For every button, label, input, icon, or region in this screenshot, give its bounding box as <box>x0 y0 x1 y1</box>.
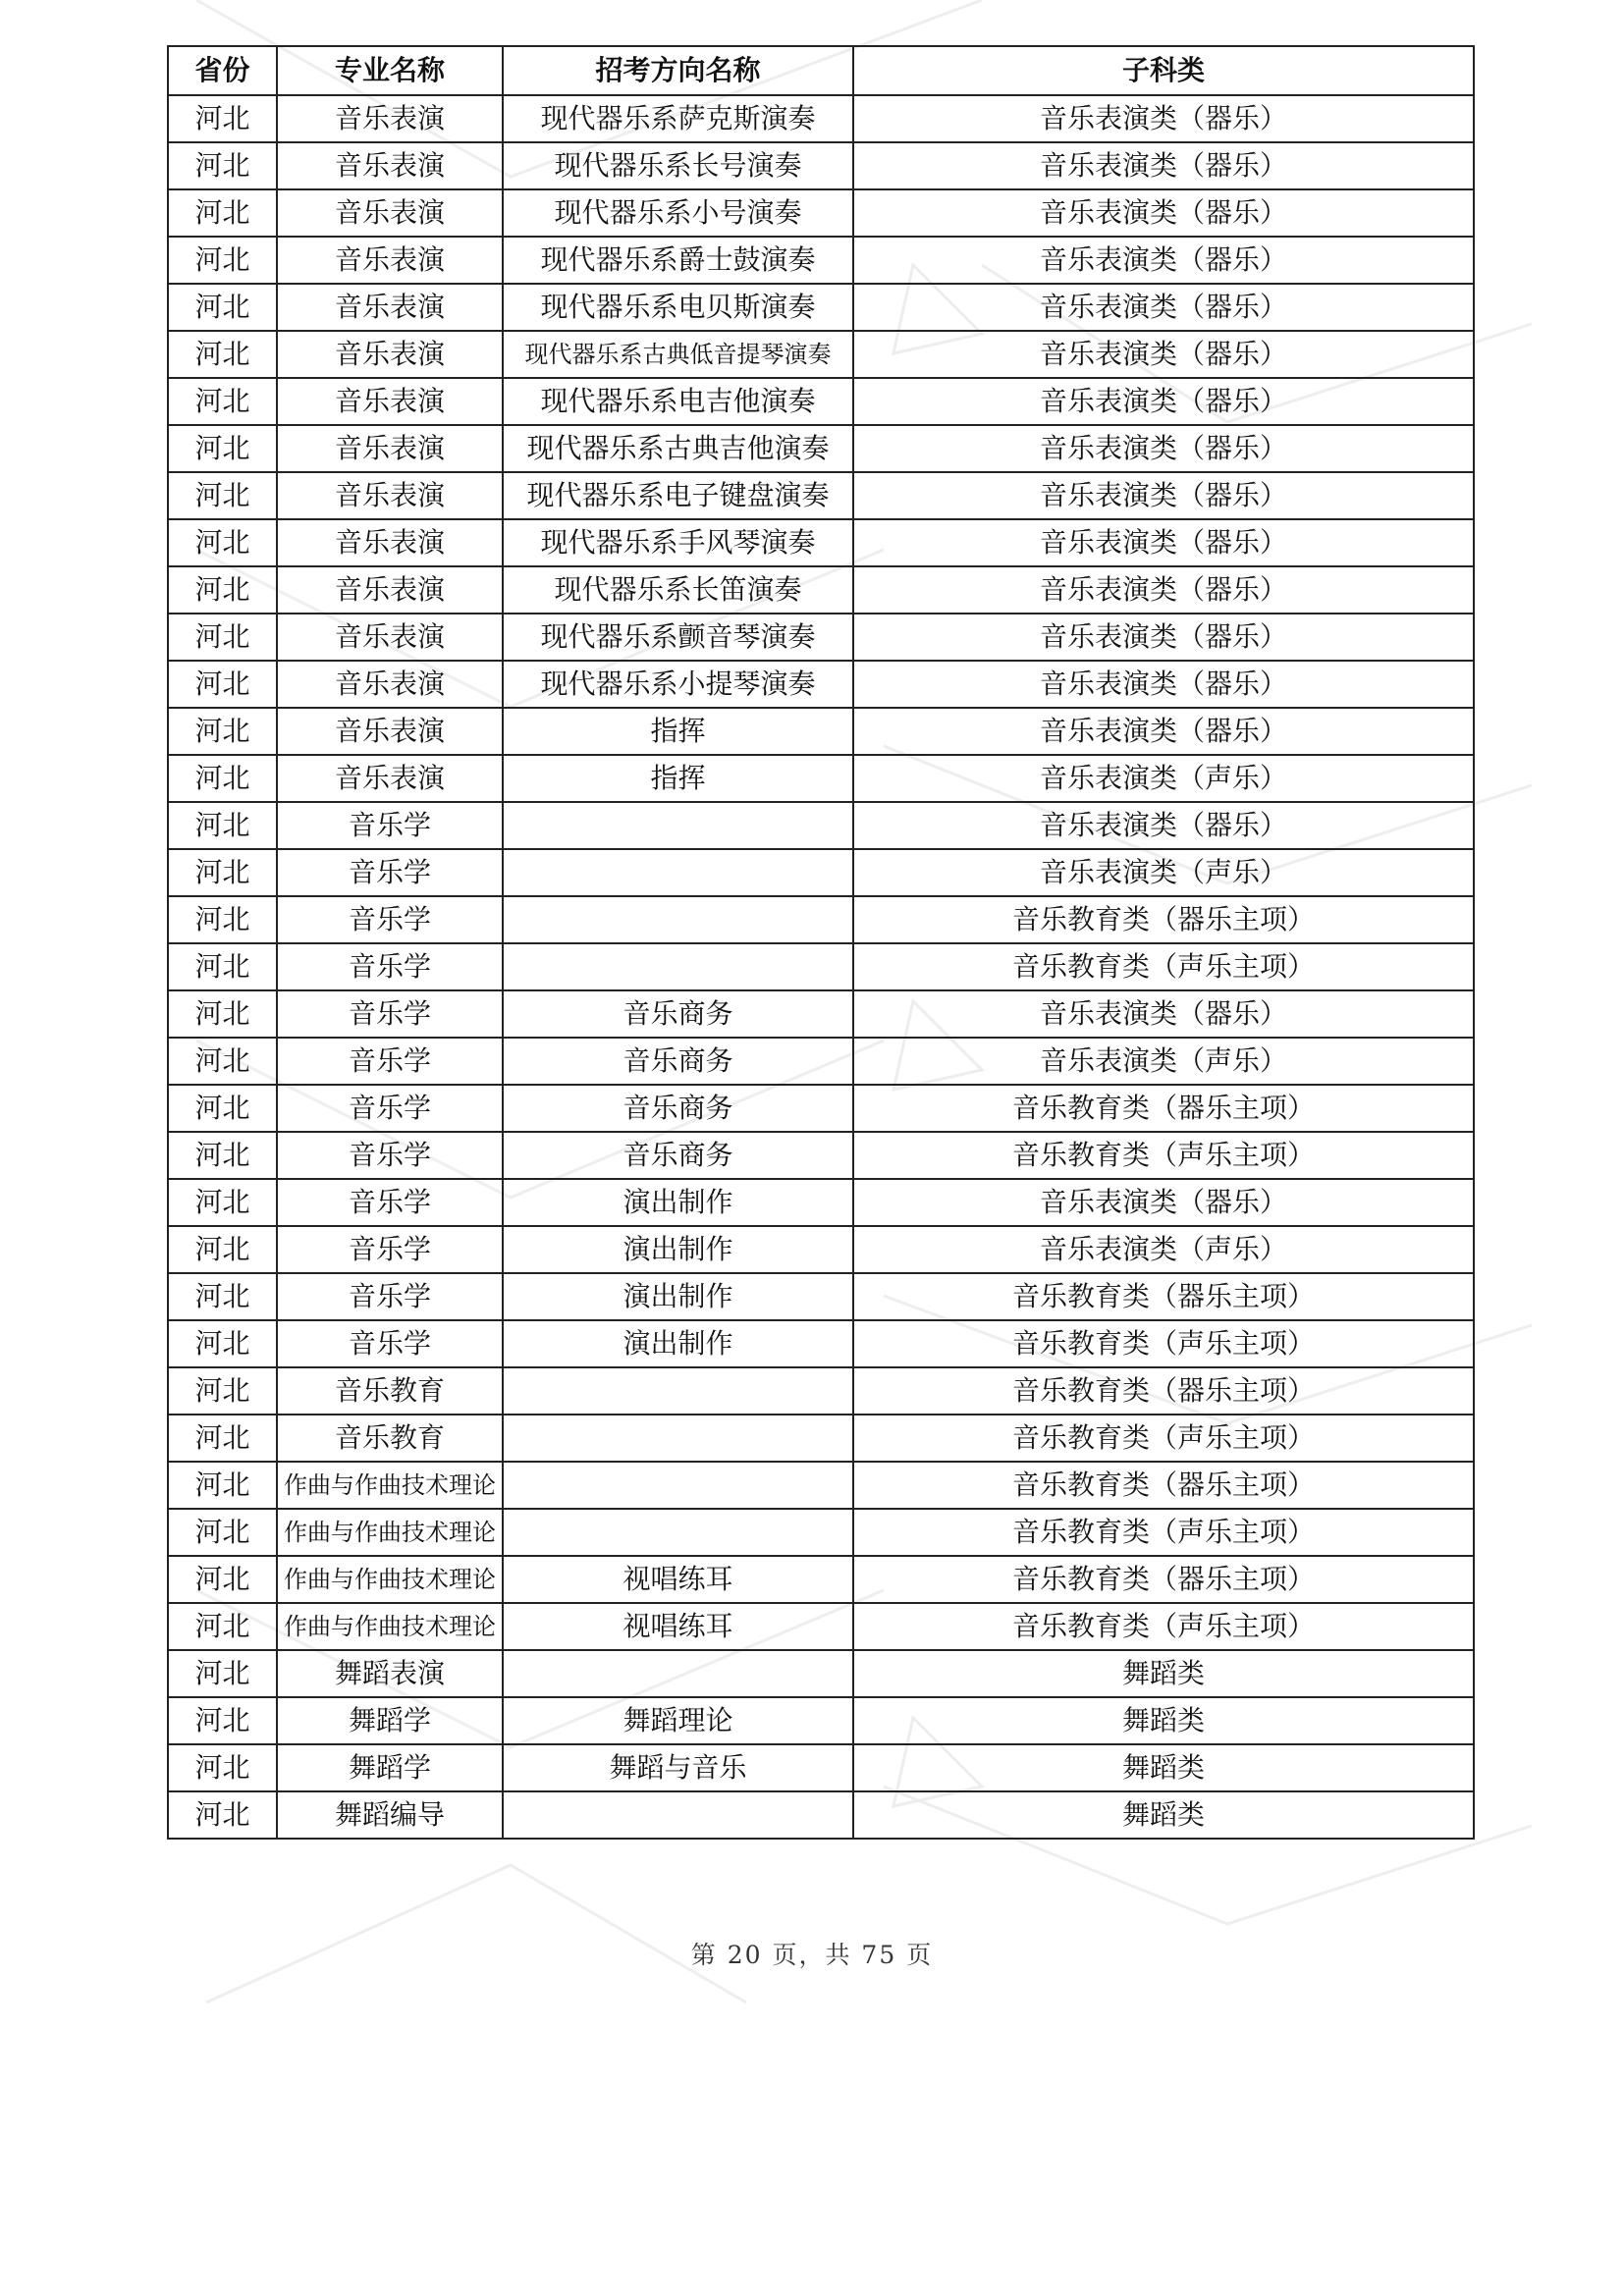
cell-province: 河北 <box>168 1697 277 1744</box>
page-number-footer: 第 20 页，共 75 页 <box>690 1941 934 1969</box>
cell-major: 音乐学 <box>277 1132 503 1179</box>
cell-major: 音乐学 <box>277 1273 503 1320</box>
cell-major: 音乐学 <box>277 943 503 990</box>
cell-direction <box>503 1367 853 1415</box>
cell-province: 河北 <box>168 1179 277 1226</box>
cell-province: 河北 <box>168 1744 277 1791</box>
cell-direction <box>503 1791 853 1839</box>
cell-major: 音乐表演 <box>277 425 503 472</box>
cell-subcategory: 音乐教育类（声乐主项） <box>853 1603 1474 1650</box>
table-row <box>168 943 1474 990</box>
cell-subcategory: 音乐教育类（器乐主项） <box>853 1462 1474 1509</box>
cell-province: 河北 <box>168 802 277 849</box>
table-row <box>168 1320 1474 1367</box>
cell-major: 音乐表演 <box>277 661 503 708</box>
cell-province: 河北 <box>168 378 277 425</box>
cell-province: 河北 <box>168 1650 277 1697</box>
cell-direction: 现代器乐系电贝斯演奏 <box>503 284 853 331</box>
cell-province: 河北 <box>168 331 277 378</box>
cell-major: 音乐表演 <box>277 378 503 425</box>
cell-direction: 演出制作 <box>503 1226 853 1273</box>
cell-subcategory: 音乐表演类（器乐） <box>853 472 1474 519</box>
cell-direction <box>503 943 853 990</box>
table-row <box>168 425 1474 472</box>
cell-province: 河北 <box>168 943 277 990</box>
cell-direction: 音乐商务 <box>503 1085 853 1132</box>
cell-province: 河北 <box>168 472 277 519</box>
cell-major: 音乐表演 <box>277 708 503 755</box>
table-row <box>168 1556 1474 1603</box>
cell-subcategory: 舞蹈类 <box>853 1697 1474 1744</box>
cell-major: 音乐表演 <box>277 472 503 519</box>
table-row <box>168 1697 1474 1744</box>
cell-province: 河北 <box>168 1085 277 1132</box>
cell-direction: 演出制作 <box>503 1320 853 1367</box>
table-row <box>168 755 1474 802</box>
cell-major: 舞蹈表演 <box>277 1650 503 1697</box>
cell-subcategory: 音乐教育类（器乐主项） <box>853 1367 1474 1415</box>
cell-direction: 舞蹈与音乐 <box>503 1744 853 1791</box>
cell-subcategory: 音乐表演类（器乐） <box>853 566 1474 614</box>
cell-major: 音乐表演 <box>277 237 503 284</box>
cell-direction <box>503 1650 853 1697</box>
cell-subcategory: 音乐表演类（器乐） <box>853 95 1474 142</box>
cell-major: 舞蹈编导 <box>277 1791 503 1839</box>
cell-direction: 舞蹈理论 <box>503 1697 853 1744</box>
table-row <box>168 1038 1474 1085</box>
table-row <box>168 849 1474 896</box>
cell-subcategory: 舞蹈类 <box>853 1791 1474 1839</box>
cell-subcategory: 音乐表演类（器乐） <box>853 425 1474 472</box>
cell-subcategory: 音乐表演类（器乐） <box>853 519 1474 566</box>
cell-major: 音乐表演 <box>277 519 503 566</box>
cell-direction: 音乐商务 <box>503 1132 853 1179</box>
cell-subcategory: 音乐表演类（器乐） <box>853 661 1474 708</box>
table-row <box>168 519 1474 566</box>
cell-major: 音乐学 <box>277 1226 503 1273</box>
cell-province: 河北 <box>168 1273 277 1320</box>
cell-direction <box>503 849 853 896</box>
cell-province: 河北 <box>168 849 277 896</box>
cell-major: 音乐表演 <box>277 614 503 661</box>
header-major: 专业名称 <box>277 46 503 95</box>
cell-province: 河北 <box>168 1556 277 1603</box>
cell-direction <box>503 1415 853 1462</box>
cell-subcategory: 音乐教育类（声乐主项） <box>853 1320 1474 1367</box>
cell-subcategory: 舞蹈类 <box>853 1744 1474 1791</box>
cell-direction: 视唱练耳 <box>503 1556 853 1603</box>
cell-province: 河北 <box>168 1791 277 1839</box>
table-row <box>168 1744 1474 1791</box>
cell-direction: 现代器乐系电吉他演奏 <box>503 378 853 425</box>
cell-direction: 指挥 <box>503 708 853 755</box>
admissions-table <box>167 45 1475 1840</box>
cell-direction: 演出制作 <box>503 1179 853 1226</box>
cell-direction <box>503 802 853 849</box>
cell-direction: 现代器乐系古典低音提琴演奏 <box>503 331 853 378</box>
cell-major: 作曲与作曲技术理论 <box>277 1603 503 1650</box>
cell-direction: 现代器乐系长号演奏 <box>503 142 853 189</box>
cell-province: 河北 <box>168 1226 277 1273</box>
cell-province: 河北 <box>168 425 277 472</box>
table-row <box>168 1415 1474 1462</box>
table-row <box>168 1791 1474 1839</box>
cell-subcategory: 音乐教育类（声乐主项） <box>853 943 1474 990</box>
cell-subcategory: 音乐教育类（器乐主项） <box>853 896 1474 943</box>
cell-major: 音乐学 <box>277 1085 503 1132</box>
table-row <box>168 284 1474 331</box>
cell-direction: 现代器乐系萨克斯演奏 <box>503 95 853 142</box>
table-row <box>168 990 1474 1038</box>
cell-major: 音乐学 <box>277 1038 503 1085</box>
table-row <box>168 331 1474 378</box>
cell-major: 作曲与作曲技术理论 <box>277 1462 503 1509</box>
cell-province: 河北 <box>168 896 277 943</box>
cell-province: 河北 <box>168 990 277 1038</box>
cell-major: 舞蹈学 <box>277 1697 503 1744</box>
cell-direction <box>503 1509 853 1556</box>
cell-major: 音乐表演 <box>277 284 503 331</box>
cell-subcategory: 音乐教育类（声乐主项） <box>853 1132 1474 1179</box>
table-row <box>168 1273 1474 1320</box>
table-row <box>168 896 1474 943</box>
cell-direction: 现代器乐系手风琴演奏 <box>503 519 853 566</box>
table-row <box>168 95 1474 142</box>
cell-province: 河北 <box>168 1367 277 1415</box>
table-row <box>168 189 1474 237</box>
cell-subcategory: 音乐表演类（声乐） <box>853 1038 1474 1085</box>
table-row <box>168 1462 1474 1509</box>
table-row <box>168 1603 1474 1650</box>
cell-direction: 视唱练耳 <box>503 1603 853 1650</box>
cell-subcategory: 音乐教育类（声乐主项） <box>853 1415 1474 1462</box>
cell-major: 音乐学 <box>277 990 503 1038</box>
cell-province: 河北 <box>168 284 277 331</box>
cell-direction: 现代器乐系长笛演奏 <box>503 566 853 614</box>
table-row <box>168 237 1474 284</box>
cell-direction <box>503 1462 853 1509</box>
table-row <box>168 1509 1474 1556</box>
table-row <box>168 1132 1474 1179</box>
cell-province: 河北 <box>168 661 277 708</box>
cell-direction: 现代器乐系古典吉他演奏 <box>503 425 853 472</box>
cell-subcategory: 音乐教育类（器乐主项） <box>853 1085 1474 1132</box>
cell-subcategory: 音乐表演类（器乐） <box>853 1179 1474 1226</box>
cell-direction: 现代器乐系小提琴演奏 <box>503 661 853 708</box>
table-header-row <box>168 46 1474 95</box>
cell-province: 河北 <box>168 1415 277 1462</box>
cell-province: 河北 <box>168 142 277 189</box>
header-subcategory: 子科类 <box>853 46 1474 95</box>
cell-direction: 现代器乐系颤音琴演奏 <box>503 614 853 661</box>
header-direction: 招考方向名称 <box>503 46 853 95</box>
header-province: 省份 <box>168 46 277 95</box>
cell-direction: 演出制作 <box>503 1273 853 1320</box>
cell-subcategory: 舞蹈类 <box>853 1650 1474 1697</box>
cell-direction: 现代器乐系爵士鼓演奏 <box>503 237 853 284</box>
cell-major: 音乐教育 <box>277 1367 503 1415</box>
table-row <box>168 1226 1474 1273</box>
cell-major: 音乐表演 <box>277 189 503 237</box>
cell-province: 河北 <box>168 614 277 661</box>
table-row <box>168 1650 1474 1697</box>
table-row <box>168 1179 1474 1226</box>
cell-subcategory: 音乐教育类（声乐主项） <box>853 1509 1474 1556</box>
cell-major: 音乐学 <box>277 896 503 943</box>
table-row <box>168 566 1474 614</box>
cell-province: 河北 <box>168 189 277 237</box>
cell-province: 河北 <box>168 1320 277 1367</box>
cell-province: 河北 <box>168 519 277 566</box>
cell-major: 音乐表演 <box>277 95 503 142</box>
cell-major: 作曲与作曲技术理论 <box>277 1509 503 1556</box>
table-row <box>168 1367 1474 1415</box>
cell-province: 河北 <box>168 95 277 142</box>
cell-direction: 音乐商务 <box>503 1038 853 1085</box>
cell-province: 河北 <box>168 1038 277 1085</box>
cell-subcategory: 音乐表演类（器乐） <box>853 802 1474 849</box>
cell-subcategory: 音乐表演类（器乐） <box>853 284 1474 331</box>
cell-subcategory: 音乐表演类（器乐） <box>853 614 1474 661</box>
cell-subcategory: 音乐表演类（器乐） <box>853 331 1474 378</box>
cell-subcategory: 音乐表演类（声乐） <box>853 849 1474 896</box>
cell-subcategory: 音乐教育类（器乐主项） <box>853 1556 1474 1603</box>
cell-major: 音乐学 <box>277 849 503 896</box>
cell-subcategory: 音乐表演类（器乐） <box>853 189 1474 237</box>
cell-direction: 指挥 <box>503 755 853 802</box>
cell-direction: 音乐商务 <box>503 990 853 1038</box>
table-row <box>168 708 1474 755</box>
cell-direction <box>503 896 853 943</box>
cell-subcategory: 音乐表演类（器乐） <box>853 237 1474 284</box>
cell-subcategory: 音乐教育类（器乐主项） <box>853 1273 1474 1320</box>
table-row <box>168 472 1474 519</box>
cell-province: 河北 <box>168 1603 277 1650</box>
cell-direction: 现代器乐系小号演奏 <box>503 189 853 237</box>
table-row <box>168 614 1474 661</box>
cell-major: 音乐学 <box>277 1320 503 1367</box>
cell-subcategory: 音乐表演类（声乐） <box>853 755 1474 802</box>
table-row <box>168 661 1474 708</box>
cell-province: 河北 <box>168 237 277 284</box>
table-row <box>168 1085 1474 1132</box>
cell-province: 河北 <box>168 1462 277 1509</box>
cell-major: 音乐表演 <box>277 755 503 802</box>
cell-major: 音乐学 <box>277 1179 503 1226</box>
cell-subcategory: 音乐表演类（声乐） <box>853 1226 1474 1273</box>
cell-major: 音乐表演 <box>277 331 503 378</box>
cell-major: 音乐表演 <box>277 566 503 614</box>
table-row <box>168 378 1474 425</box>
cell-subcategory: 音乐表演类（器乐） <box>853 708 1474 755</box>
cell-major: 舞蹈学 <box>277 1744 503 1791</box>
cell-major: 作曲与作曲技术理论 <box>277 1556 503 1603</box>
cell-subcategory: 音乐表演类（器乐） <box>853 378 1474 425</box>
cell-major: 音乐表演 <box>277 142 503 189</box>
cell-major: 音乐学 <box>277 802 503 849</box>
cell-province: 河北 <box>168 1509 277 1556</box>
cell-subcategory: 音乐表演类（器乐） <box>853 990 1474 1038</box>
cell-province: 河北 <box>168 708 277 755</box>
cell-subcategory: 音乐表演类（器乐） <box>853 142 1474 189</box>
cell-province: 河北 <box>168 755 277 802</box>
table-row <box>168 802 1474 849</box>
cell-direction: 现代器乐系电子键盘演奏 <box>503 472 853 519</box>
table-row <box>168 142 1474 189</box>
cell-province: 河北 <box>168 1132 277 1179</box>
cell-province: 河北 <box>168 566 277 614</box>
cell-major: 音乐教育 <box>277 1415 503 1462</box>
